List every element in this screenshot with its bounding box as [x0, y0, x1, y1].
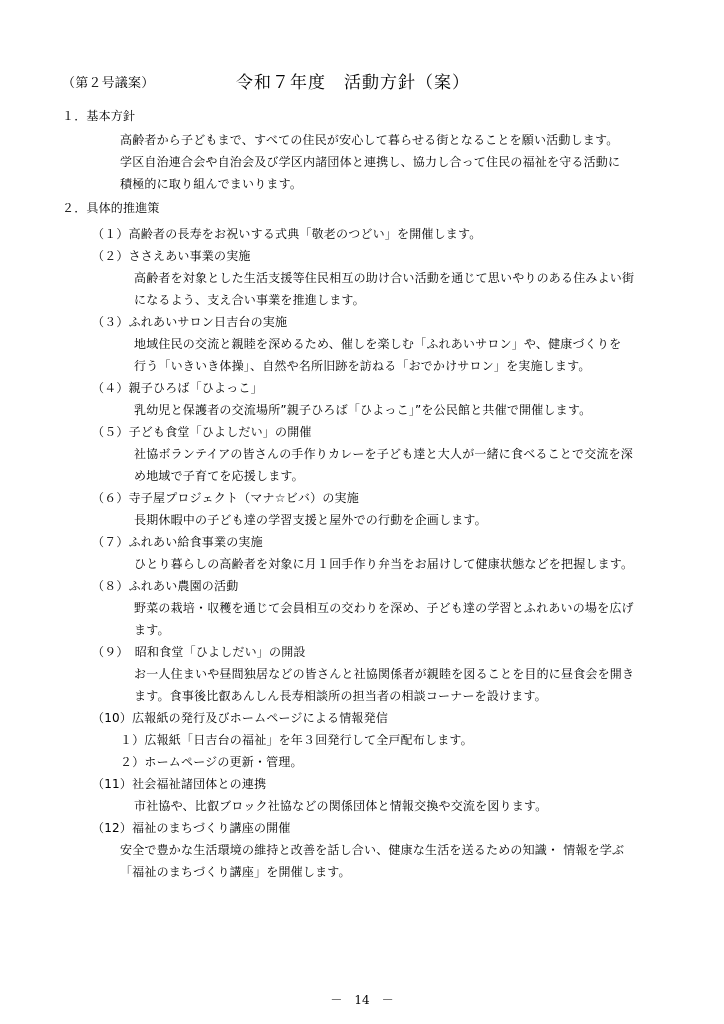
page-number: － 14 － — [330, 993, 394, 1007]
body-line: 市社協や、比叡ブロック社協などの関係団体と情報交換や交流を図ります。 — [134, 799, 548, 813]
sub-item: ２）ホームページの更新・管理。 — [120, 755, 303, 769]
body-line: 学区自治連合会や自治会及び学区内諸団体と連携し、協力し合って住民の福祉を守る活動に — [120, 155, 621, 169]
body-line: ます。食事後比叡あんしん長寿相談所の担当者の相談コーナーを設けます。 — [134, 689, 547, 703]
page-title: 令和７年度 活動方針（案） — [236, 73, 470, 93]
item-title: （６）寺子屋プロジェクト（マナ☆ビバ）の実施 — [92, 491, 359, 505]
item-title: （９） 昭和食堂「ひよしだい」の開設 — [92, 645, 306, 659]
section-heading: ２．具体的推進策 — [62, 201, 160, 215]
body-line: 長期休暇中の子ども達の学習支援と屋外での行動を企画します。 — [134, 513, 487, 527]
body-line: ひとり暮らしの高齢者を対象に月１回手作り弁当をお届けして健康状態などを把握します。 — [134, 557, 634, 571]
body-line: 野菜の栽培・収穫を通じて会員相互の交わりを深め、子ども達の学習とふれあいの場を広げ — [134, 601, 634, 615]
doc-label: （第２号議案） — [62, 76, 155, 91]
item-title: （４）親子ひろば「ひよっこ」 — [92, 381, 263, 395]
item-title: （11）社会福祉諸団体との連携 — [92, 777, 267, 791]
body-line: 高齢者から子どもまで、すべての住民が安心して暮らせる街となることを願い活動します。 — [120, 133, 619, 147]
item-title: （１）高齢者の長寿をお祝いする式典「敬老のつどい」を開催します。 — [92, 227, 482, 241]
item-title: （２）ささえあい事業の実施 — [92, 249, 251, 263]
body-line: ます。 — [134, 623, 170, 637]
body-line: 「福祉のまちづくり講座」を開催します。 — [120, 865, 351, 879]
sub-item: １）広報紙「日吉台の福祉」を年３回発行して全戸配布します。 — [120, 733, 473, 747]
item-title: （８）ふれあい農園の活動 — [92, 579, 239, 593]
item-title: （12）福祉のまちづくり講座の開催 — [92, 821, 291, 835]
item-title: （５）子ども食堂「ひよしだい」の開催 — [92, 425, 312, 439]
body-line: 高齢者を対象とした生活支援等住民相互の助け合い活動を通じて思いやりのある住みよい街 — [134, 271, 635, 285]
item-title: （７）ふれあい給食事業の実施 — [92, 535, 263, 549]
body-line: 積極的に取り組んでまいります。 — [120, 177, 303, 191]
body-line: め地域で子育てを応援します。 — [134, 469, 304, 483]
item-title: （10）広報紙の発行及びホームページによる情報発信 — [92, 711, 389, 725]
body-line: になるよう、支え合い事業を推進します。 — [134, 293, 365, 307]
body-line: 安全で豊かな生活環境の維持と改善を話し合い、健康な生活を送るための知識・ 情報を学ぶ — [120, 843, 625, 857]
body-line: お一人住まいや昼間独居などの皆さんと社協関係者が親睦を図ることを目的に昼食会を開き — [134, 667, 635, 681]
section-heading: １．基本方針 — [62, 109, 136, 123]
body-line: 地域住民の交流と親睦を深めるため、催しを楽しむ「ふれあいサロン」や、健康づくりを — [134, 337, 622, 351]
body-line: 乳幼児と保護者の交流場所”親子ひろば「ひよっこ」”を公民館と共催で開催します。 — [134, 403, 592, 417]
item-title: （３）ふれあいサロン日吉台の実施 — [92, 315, 288, 329]
body-line: 社協ボランテイアの皆さんの手作りカレーを子ども達と大人が一緒に食べることで交流を深 — [134, 447, 634, 461]
body-line: 行う「いきいき体操」、自然や名所旧跡を訪ねる「おでかけサロン」を実施します。 — [134, 359, 591, 373]
